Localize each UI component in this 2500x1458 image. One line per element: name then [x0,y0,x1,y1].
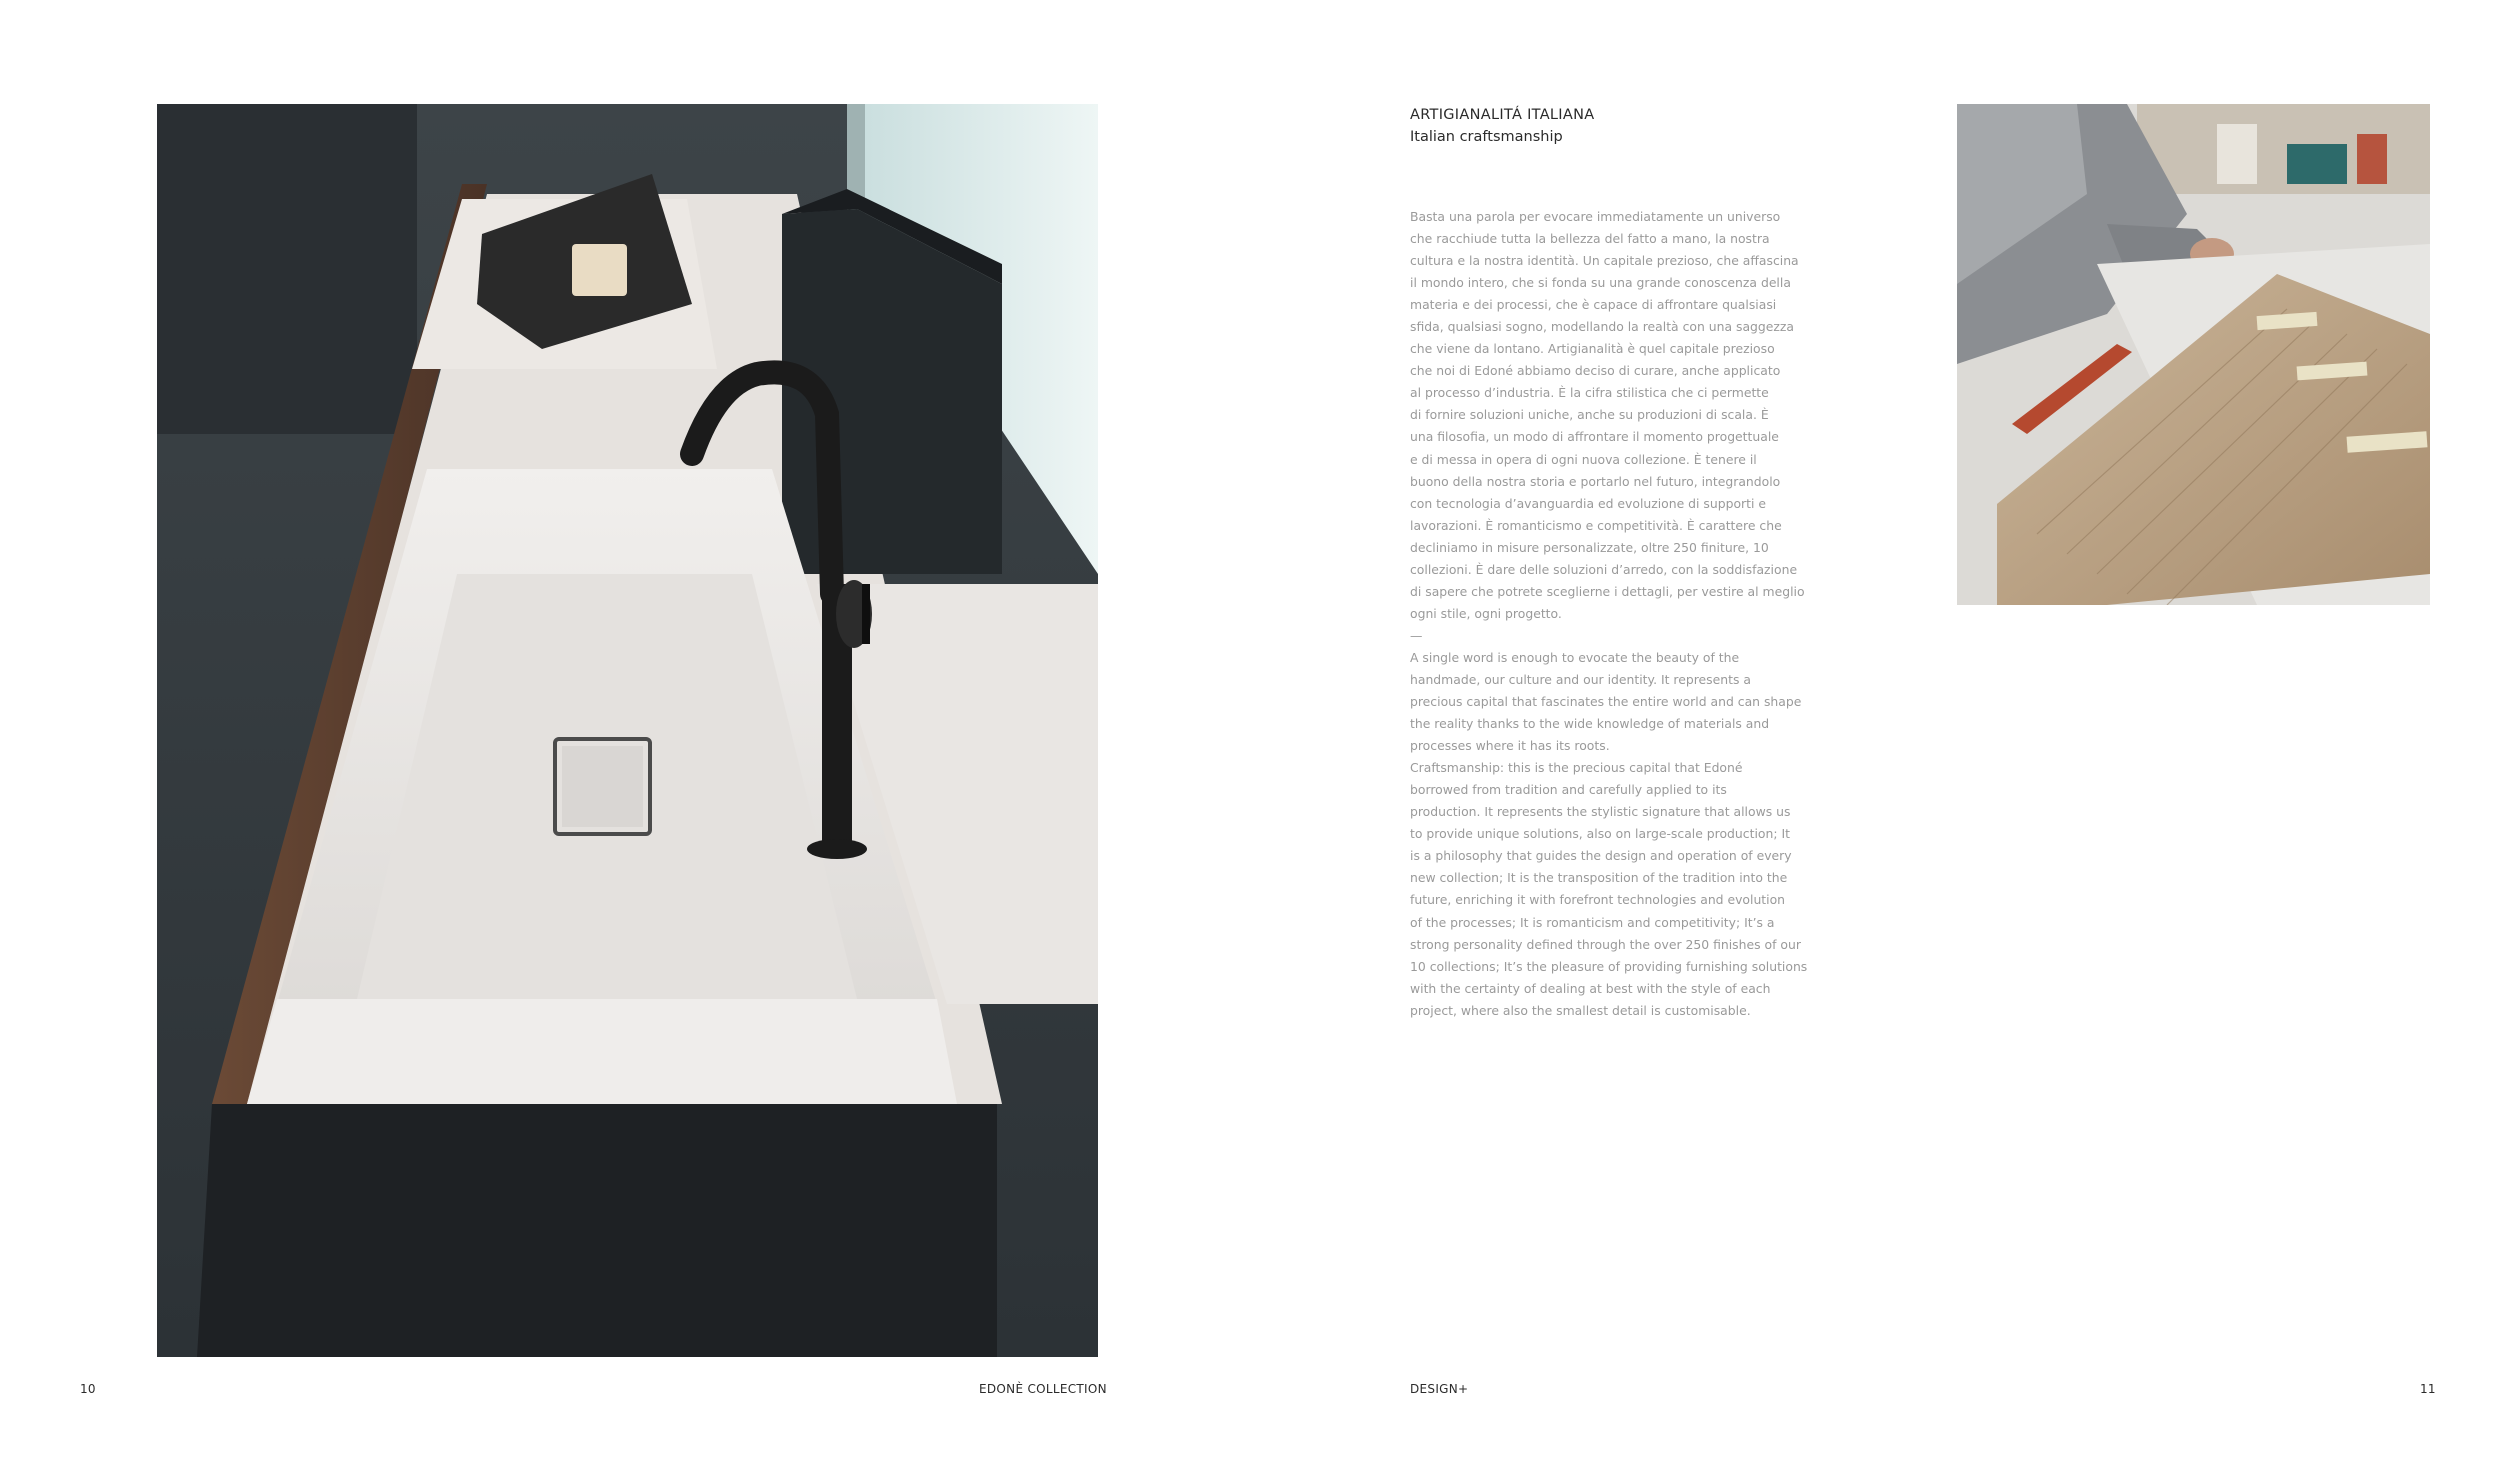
right-page-number: 11 [2420,1382,2436,1396]
body-line: che racchiude tutta la bellezza del fatto a mano, la nostra [1410,231,1770,247]
body-line: il mondo intero, che si fonda su una grande conoscenza della [1410,275,1791,291]
body-line: handmade, our culture and our identity. It represents a [1410,671,1751,687]
body-line: che viene da lontano. Artigianalità è quel capitale prezioso [1410,341,1775,357]
body-line: Craftsmanship: this is the precious capital that Edoné [1410,760,1743,776]
body-line: al processo d’industria. È la cifra stilistica che ci permette [1410,385,1769,401]
body-line: decliniamo in misure personalizzate, oltre 250 finiture, 10 [1410,539,1769,555]
body-line: borrowed from tradition and carefully applied to its [1410,782,1727,798]
body-line: di sapere che potrete sceglierne i dettagli, per vestire al meglio [1410,583,1805,599]
body-line: con tecnologia d’avanguardia ed evoluzione di supporti e [1410,495,1767,511]
body-line: with the certainty of dealing at best with the style of each [1410,980,1771,996]
body-line: strong personality defined through the over 250 finishes of our [1410,936,1801,952]
body-line: new collection; It is the transposition of the tradition into the [1410,870,1788,886]
body-line: materia e dei processi, che è capace di affrontare qualsiasi [1410,297,1777,313]
washbasin-photo [157,104,1098,1357]
body-line: to provide unique solutions, also on large-scale production; It [1410,826,1790,842]
right-running-title: DESIGN+ [1410,1382,1469,1396]
body-line: processes where it has its roots. [1410,738,1610,754]
body-line: sfida, qualsiasi sogno, modellando la realtà con una saggezza [1410,319,1795,335]
left-page-number: 10 [80,1382,96,1396]
left-running-title: EDONÈ COLLECTION [979,1382,1107,1396]
body-line: project, where also the smallest detail is customisable. [1410,1002,1751,1018]
section-heading [1410,104,1594,148]
body-line: A single word is enough to evocate the beauty of the [1410,649,1740,665]
body-copy [1410,206,1840,1022]
body-line: of the processes; It is romanticism and competitivity; It’s a [1410,914,1775,930]
body-line: di fornire soluzioni uniche, anche su produzioni di scala. È [1410,407,1769,423]
body-line: 10 collections; It’s the pleasure of providing furnishing solutions [1410,958,1808,974]
body-line: Basta una parola per evocare immediatamente un universo [1410,209,1781,224]
heading-english: Italian craftsmanship [1410,129,1563,145]
body-line: lavorazioni. È romanticismo e competitività. È carattere che [1410,517,1782,533]
body-line: ogni stile, ogni progetto. [1410,605,1562,621]
craftsman-photo [1957,104,2430,605]
body-line: collezioni. È dare delle soluzioni d’arredo, con la soddisfazione [1410,561,1798,577]
body-line: precious capital that fascinates the entire world and can shape [1410,694,1802,710]
body-line: e di messa in opera di ogni nuova collezione. È tenere il [1410,451,1757,467]
section-divider: — [1410,627,1423,643]
body-line: buono della nostra storia e portarlo nel futuro, integrandolo [1410,473,1781,489]
body-line: the reality thanks to the wide knowledge of materials and [1410,716,1770,732]
body-line: una filosofia, un modo di affrontare il momento progettuale [1410,429,1779,445]
body-line: production. It represents the stylistic signature that allows us [1410,804,1791,820]
body-line: is a philosophy that guides the design and operation of every [1410,848,1792,864]
body-line: cultura e la nostra identità. Un capitale prezioso, che affascina [1410,253,1799,269]
heading-italian: ARTIGIANALITÁ ITALIANA [1410,107,1595,123]
body-line: che noi di Edoné abbiamo deciso di curare, anche applicato [1410,363,1781,379]
body-line: future, enriching it with forefront technologies and evolution [1410,892,1786,908]
